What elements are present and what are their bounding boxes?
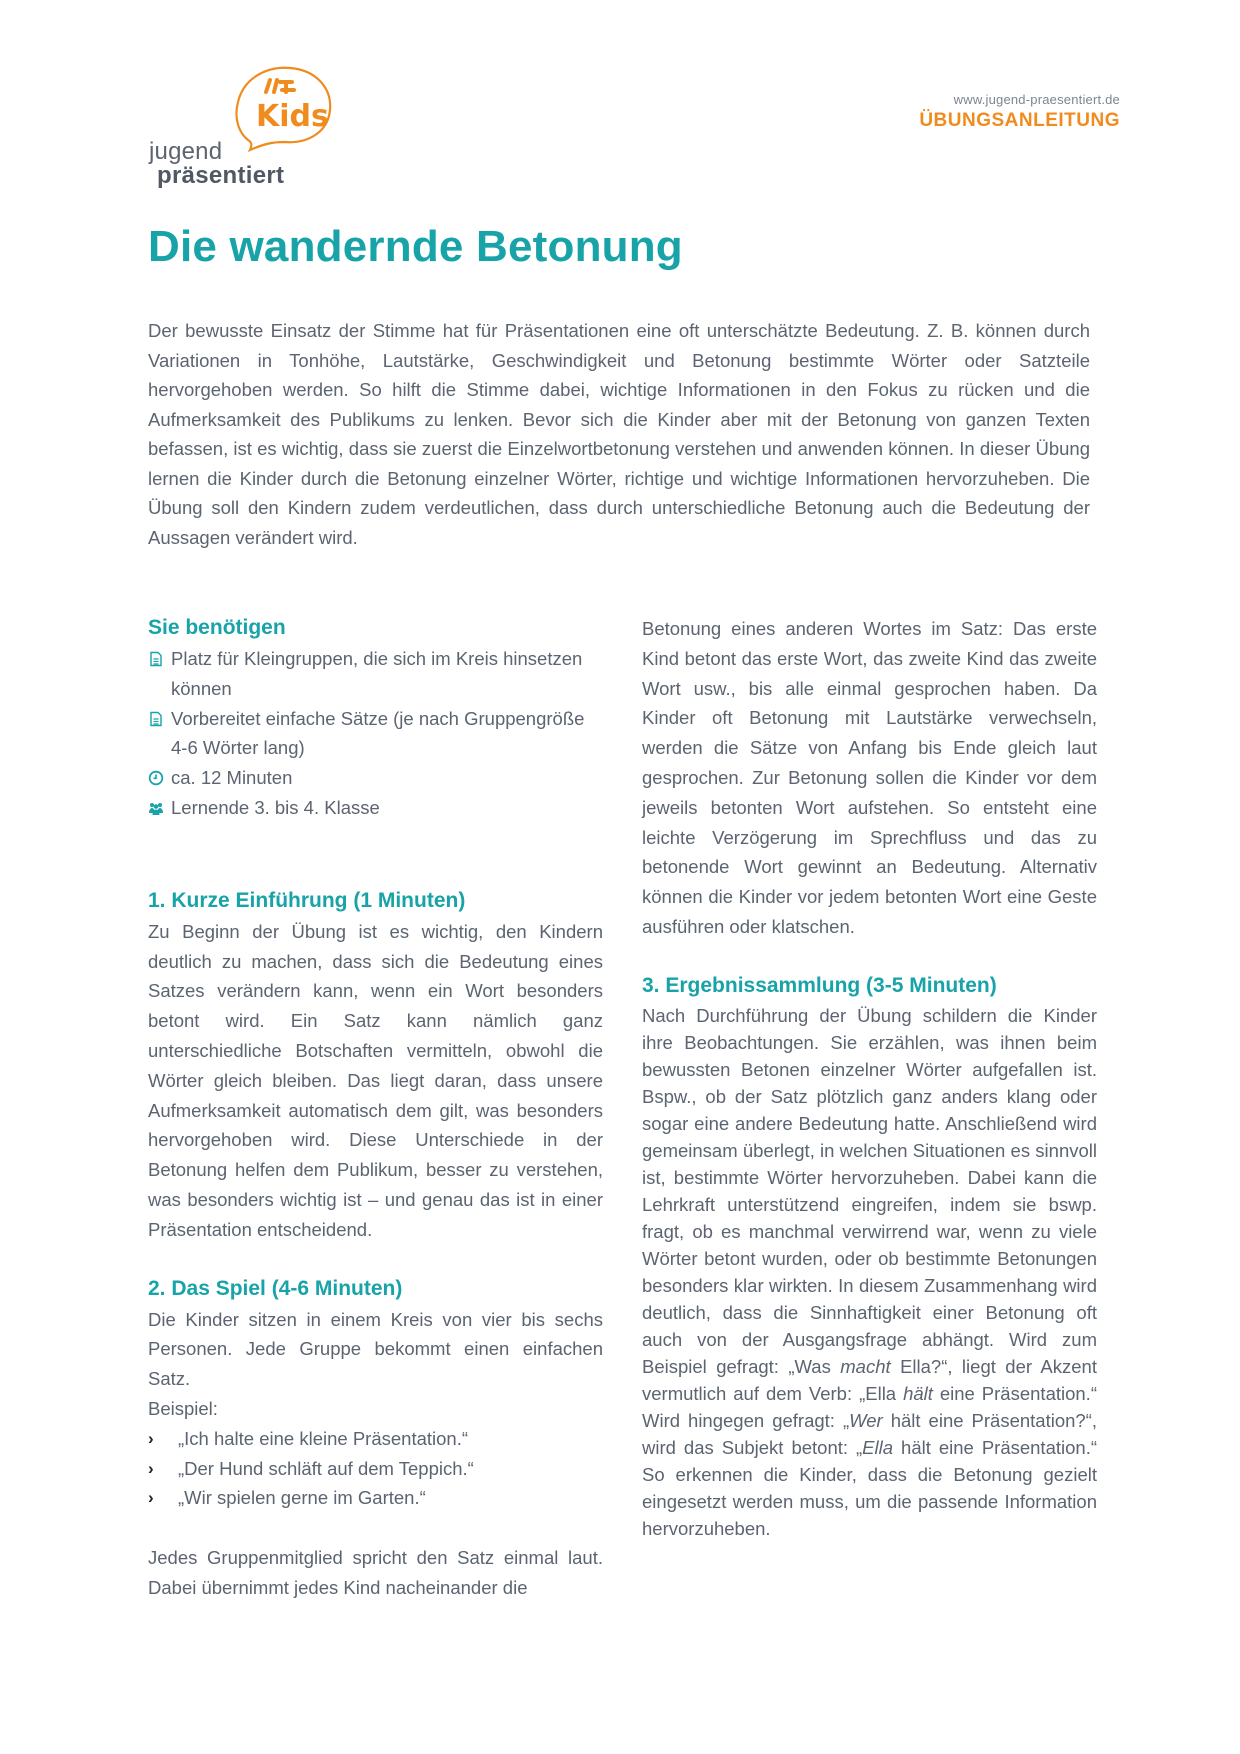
section-2-heading: 2. Das Spiel (4-6 Minuten) <box>148 1276 403 1300</box>
svg-text:Kids: Kids <box>256 99 329 134</box>
requirements-heading: Sie benötigen <box>148 616 286 639</box>
example-item: › „Wir spielen gerne im Garten.“ <box>148 1483 603 1513</box>
left-column <box>148 614 603 1603</box>
chevron-right-icon: › <box>148 1428 154 1448</box>
example-item: › „Der Hund schläft auf dem Teppich.“ <box>148 1454 603 1484</box>
example-item: › „Ich halte eine kleine Präsentation.“ <box>148 1424 603 1454</box>
section-2-body-continued: Betonung eines anderen Wortes im Satz: Das erste Kind betont das erste Wort, das zweite Kind das zweite Wort usw., bis alle einmal gesprochen haben. Da Kinder oft Betonung mit Lautstärke verwechseln, werden die Sätze von Anfang bis Ende gleich laut gesprochen. Zur Betonung sollen die Kinder vor dem jeweils betonten Wort aufstehen. So entsteht eine leichte Verzögerung im Sprechfluss und das zu betonende Wort gewinnt an Bedeutung. Alternativ können die Kinder vor jedem betonten Wort eine Geste ausführen oder klatschen. <box>642 618 1097 937</box>
header-right <box>919 92 1120 132</box>
example-label: Beispiel: <box>148 1397 218 1419</box>
right-column <box>642 614 1097 1542</box>
logo <box>133 62 333 202</box>
logo-praesentiert: präsentiert <box>157 162 285 189</box>
requirement-item: Vorbereitet einfache Sätze (je nach Gruppengröße 4-6 Wörter lang) <box>148 704 603 764</box>
requirement-item: Lernende 3. bis 4. Klasse <box>148 793 603 823</box>
clock-icon <box>148 770 164 786</box>
document-type: ÜBUNGSANLEITUNG <box>919 110 1120 131</box>
section-3-heading: 3. Ergebnissammlung (3-5 Minuten) <box>642 973 997 997</box>
section-2-body: Die Kinder sitzen in einem Kreis von vier bis sechs Personen. Jede Gruppe bekommt einen einfachen Satz. <box>148 1308 603 1390</box>
section-1-heading: 1. Kurze Einführung (1 Minuten) <box>148 888 466 912</box>
section-3-body: Nach Durchführung der Übung schildern die Kinder ihre Beobachtungen. Sie erzählen, was ihnen beim bewussten Betonen einzelner Wörter aufgefallen ist. Bspw., ob der Satz plötzlich ganz anders klang oder sogar eine andere Bedeutung hatte. Anschließend wird gemeinsam überlegt, in welchen Situationen es sinnvoll ist, bestimmte Wörter hervorzuheben. Dabei kann die Lehrkraft unterstützend eingreifen, indem sie bswp. fragt, ob es manchmal verwirrend war, wenn zu viele Wörter betont wurden, oder ob bestimmte Betonungen besonders klar wirkten. In diesem Zusammenhang wird deutlich, dass die Sinnhaftigkeit einer Betonung oft auch von der Ausgangsfrage abhängt. Wird zum Beispiel gefragt: „Was macht Ella?“, liegt der Akzent vermutlich auf dem Verb: „Ella hält eine Präsentation.“ Wird hingegen gefragt: „Wer hält eine Präsentation?“, wird das Subjekt betont: „Ella hält eine Präsentation.“ So erkennen die Kinder, dass die Betonung gezielt eingesetzt werden muss, um die passende Information hervorzuheben. <box>642 1004 1098 1539</box>
intro-paragraph: Der bewusste Einsatz der Stimme hat für Präsentationen eine oft unterschätzte Bedeutung. Z. B. können durch Variationen in Tonhöhe, Lautstärke, Geschwindigkeit und Betonung bestimmte Wörter oder Satzteile hervorgehoben werden. So hilft die Stimme dabei, wichtige Informationen in den Fokus zu rücken und die Aufmerksamkeit des Publikums zu lenken. Bevor sich die Kinder aber mit der Betonung von ganzen Texten befassen, ist es wichtig, dass sie zuerst die Einzelwortbetonung verstehen und anwenden können. In dieser Übung lernen die Kinder durch die Betonung einzelner Wörter, richtige und wichtige Informationen hervorzuheben. Die Übung soll den Kindern zudem verdeutlichen, dass durch unterschiedliche Betonung auch die Bedeutung der Aussagen verändert wird. <box>148 320 1090 548</box>
website-url[interactable]: www.jugend-praesentiert.de <box>953 92 1120 107</box>
section-2-body-2: Jedes Gruppenmitglied spricht den Satz einmal laut. Dabei übernimmt jedes Kind nacheinander die <box>148 1547 603 1598</box>
chevron-right-icon: › <box>148 1458 154 1478</box>
requirement-item: ca. 12 Minuten <box>148 763 603 793</box>
requirement-item: Platz für Kleingruppen, die sich im Kreis hinsetzen können <box>148 644 603 704</box>
kids-speech-bubble-icon <box>228 62 338 152</box>
section-1-body: Zu Beginn der Übung ist es wichtig, den Kindern deutlich zu machen, dass sich die Bedeutung eines Satzes verändern kann, wenn ein Wort besonders betont wird. Ein Satz kann nämlich ganz unterschiedliche Botschaften vermitteln, obwohl die Wörter gleich bleiben. Das liegt daran, dass unsere Aufmerksamkeit automatisch dem gilt, was besonders hervorgehoben wird. Diese Unterschiede in der Betonung helfen dem Publikum, besser zu verstehen, was besonders wichtig ist – und genau das ist in einer Präsentation entscheidend. <box>148 920 603 1240</box>
logo-jugend: jugend <box>149 138 223 165</box>
example-list <box>148 1424 603 1513</box>
document-icon <box>148 651 164 667</box>
group-icon <box>148 800 164 816</box>
page-title: Die wandernde Betonung <box>148 222 683 271</box>
requirements-list <box>148 644 603 823</box>
chevron-right-icon: › <box>148 1488 154 1508</box>
document-icon <box>148 711 164 727</box>
